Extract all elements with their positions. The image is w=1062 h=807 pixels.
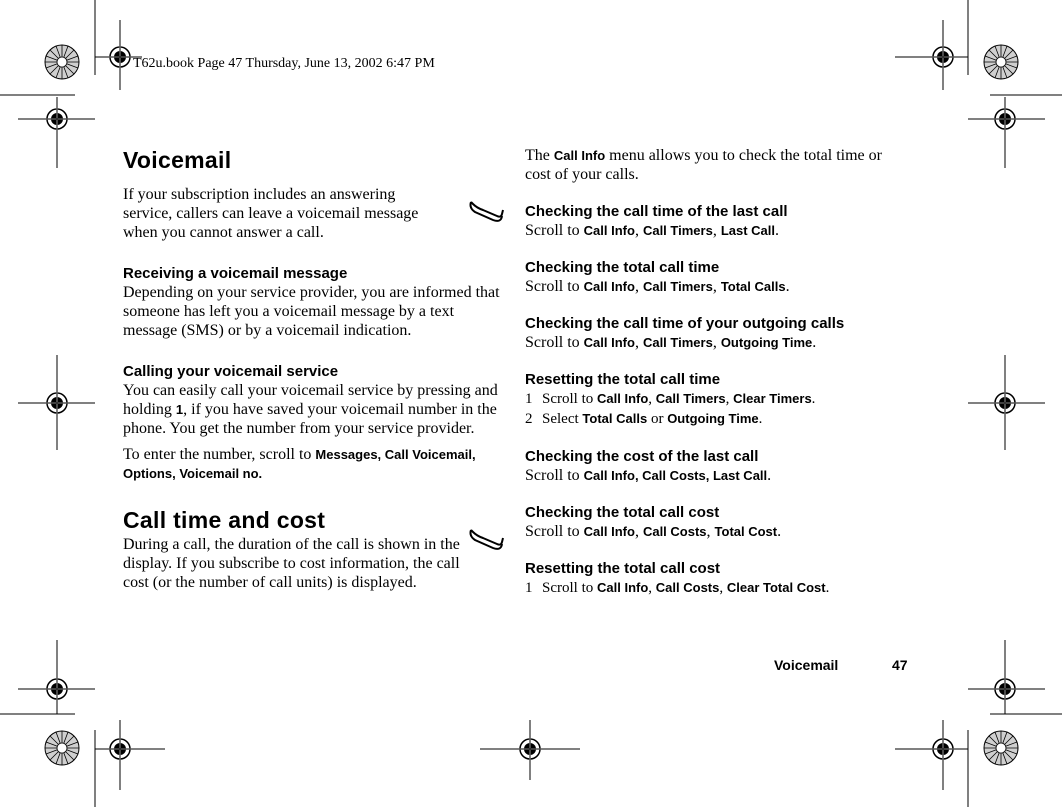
intro-pre: The — [525, 147, 554, 164]
call-info-intro — [525, 146, 910, 184]
step-1: 1 Scroll to Call Info, Call Costs, Clear Total Cost. — [525, 580, 830, 596]
menu-item: Clear Timers — [733, 391, 812, 406]
section-heading: Checking the total call cost — [525, 504, 720, 521]
voicemail-intro: If your subscription includes an answering service, callers can leave a voicemail message when you cannot answer a call. — [123, 186, 419, 241]
receiving-heading: Receiving a voicemail message — [123, 265, 348, 282]
menu-item: Call Info — [583, 335, 635, 350]
menu-item: Call Timers — [642, 223, 713, 238]
scroll-pre: Scroll to — [525, 523, 584, 540]
intro-menu: Call Info — [553, 148, 606, 163]
scroll-path: Scroll to Call Info, Call Costs, Total Cost. — [525, 523, 782, 540]
scroll-path: Scroll to Call Info, Call Timers, Last Call. — [525, 222, 779, 239]
step-1: 1 Scroll to Call Info, Call Timers, Clear Timers. — [525, 391, 816, 407]
section-heading: Checking the call time of your outgoing calls — [525, 315, 845, 332]
section-heading: Checking the total call time — [525, 259, 720, 276]
calling-body-text-1: You can easily call your voicemail service by pressing and holding — [123, 382, 498, 418]
footer-section-name: Voicemail — [774, 657, 839, 673]
menu-item: Total Calls — [582, 411, 648, 426]
menu-item: Outgoing Time — [720, 335, 813, 350]
section-outgoing-call-time — [525, 314, 925, 352]
section-heading: Resetting the total call cost — [525, 560, 721, 577]
menu-item: Call Info — [583, 524, 635, 539]
calling-body-text-2: , if you have saved your voicemail number in the phone. You get the number from your service provider. — [123, 401, 497, 437]
step-pre: Scroll to — [542, 391, 597, 407]
step-number: 1 — [525, 580, 533, 596]
menu-item: Total Cost — [714, 524, 778, 539]
menu-item: Call Info — [583, 223, 635, 238]
menu-item: Last Call — [720, 223, 775, 238]
section-heading: Resetting the total call time — [525, 371, 721, 388]
menu-item: Call Info — [597, 580, 649, 595]
section-last-call-cost — [525, 447, 925, 485]
menu-item: Total Calls — [720, 279, 786, 294]
menu-item: Call Costs — [642, 524, 707, 539]
voicemail-title: Voicemail — [123, 147, 232, 173]
step-number: 2 — [525, 411, 533, 427]
call-time-intro: During a call, the duration of the call is shown in the display. If you subscribe to cost information, the call cost (or the number of call units) is displayed. — [123, 536, 460, 591]
section-last-call-time — [525, 202, 925, 240]
section-heading: Checking the call time of the last call — [525, 203, 788, 220]
step-pre: Scroll to — [542, 580, 597, 596]
menu-path: Call Info, Call Costs, Last Call — [583, 468, 768, 483]
page-number: 47 — [892, 657, 908, 673]
menu-item: Call Costs — [655, 580, 720, 595]
menu-item: Call Timers — [655, 391, 726, 406]
section-heading: Checking the cost of the last call — [525, 448, 759, 465]
receiving-body: Depending on your service provider, you are informed that someone has left you a voicemail message by a text message (SMS) or by a voicemail indication. — [123, 284, 500, 339]
section-reset-call-time — [525, 370, 925, 429]
step-number: 1 — [525, 391, 533, 407]
scroll-path: Scroll to Call Info, Call Timers, Total Calls. — [525, 278, 790, 295]
enter-number-path: Messages, Call Voicemail, Options, Voicemail no. — [123, 447, 476, 481]
book-header-line: T62u.book Page 47 Thursday, June 13, 2002 6:47 PM — [133, 56, 435, 71]
call-time-title: Call time and cost — [123, 507, 326, 533]
menu-item: Clear Total Cost — [726, 580, 826, 595]
scroll-pre: Scroll to — [525, 467, 584, 484]
right-column — [525, 146, 925, 598]
step-pre: Select — [542, 411, 583, 427]
enter-number-body — [123, 445, 508, 483]
menu-item: Call Info — [583, 279, 635, 294]
scroll-pre: Scroll to — [525, 334, 584, 351]
intro-post: menu allows you to check the total time or cost of your calls. — [525, 147, 882, 183]
menu-item: Call Timers — [642, 279, 713, 294]
calling-heading: Calling your voicemail service — [123, 363, 339, 380]
enter-number-text: To enter the number, scroll to — [123, 446, 316, 463]
menu-item: Call Timers — [642, 335, 713, 350]
calling-key: 1 — [175, 402, 184, 417]
scroll-path: Scroll to Call Info, Call Timers, Outgoing Time. — [525, 334, 817, 351]
menu-item: Outgoing Time — [667, 411, 759, 426]
step-or: or — [647, 411, 668, 427]
calling-body — [123, 381, 508, 438]
scroll-pre: Scroll to — [525, 278, 584, 295]
section-reset-call-cost — [525, 559, 925, 598]
scroll-pre: Scroll to — [525, 222, 584, 239]
scroll-path: Scroll to Call Info, Call Costs, Last Call. — [525, 467, 772, 484]
menu-item: Call Info — [597, 391, 649, 406]
left-column — [123, 143, 508, 592]
section-total-call-time — [525, 258, 925, 296]
section-total-call-cost — [525, 503, 925, 541]
step-2: 2 Select Total Calls or Outgoing Time. — [525, 411, 763, 427]
